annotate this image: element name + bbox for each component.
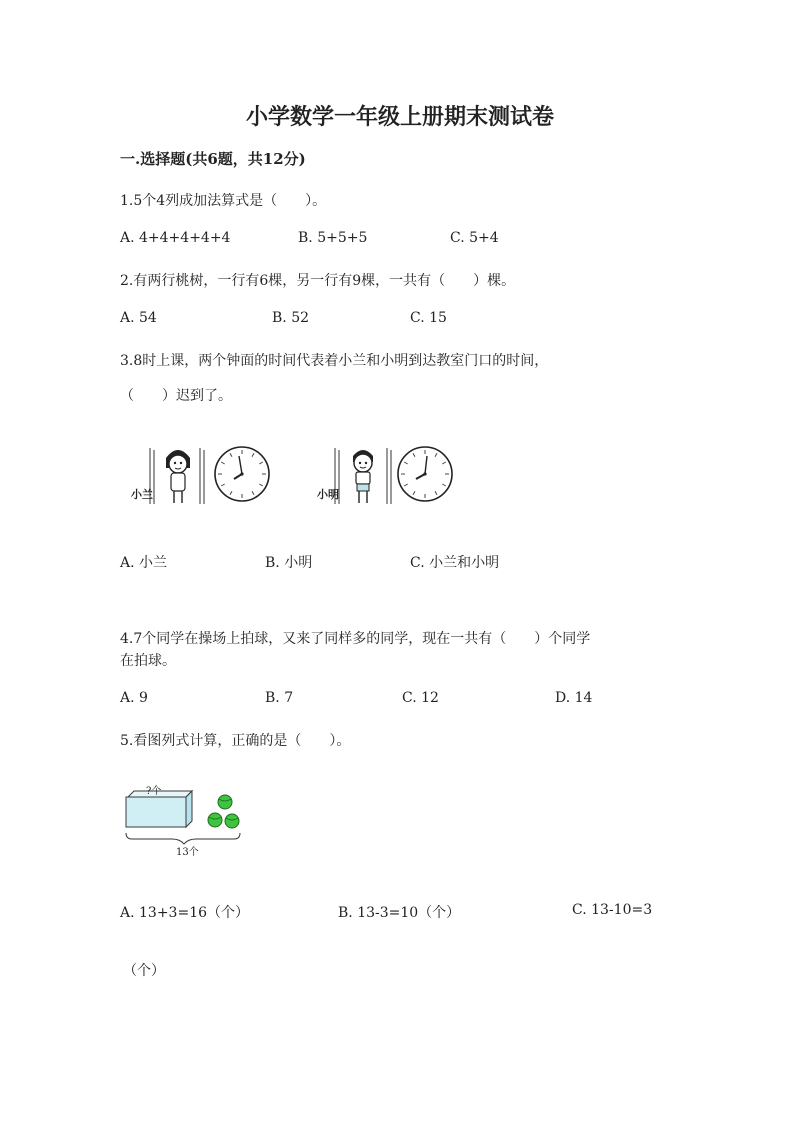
- question-2: 2.有两行桃树，一行有6棵，另一行有9棵，一共有（ ）棵。: [120, 273, 516, 289]
- ball-icon: [225, 814, 239, 828]
- q3-option-b: B. 小明: [265, 555, 313, 571]
- question-4-line-2: 在拍球。: [120, 653, 176, 669]
- label-xiaolan: 小兰: [131, 488, 153, 501]
- label-xiaoming: 小明: [317, 488, 339, 501]
- q2-option-c: C. 15: [410, 310, 447, 326]
- q2-option-a: A. 54: [120, 310, 157, 326]
- ball-icon: [208, 813, 222, 827]
- label-total-count: 13个: [176, 847, 199, 858]
- question-3-line-1: 3.8时上课，两个钟面的时间代表着小兰和小明到达教室门口的时间，: [120, 353, 549, 369]
- ball-icon: [218, 795, 232, 809]
- q5-option-a: A. 13+3=16（个）: [120, 905, 250, 921]
- q5-option-c-unit: （个）: [123, 963, 165, 979]
- q4-option-a: A. 9: [120, 690, 148, 706]
- q1-option-a: A. 4+4+4+4+4: [120, 230, 231, 246]
- question-3-line-2: （ ）迟到了。: [120, 388, 232, 404]
- q3-option-a: A. 小兰: [120, 555, 168, 571]
- girl-icon: [166, 450, 190, 503]
- q3-option-c: C. 小兰和小明: [410, 555, 500, 571]
- q1-option-b: B. 5+5+5: [298, 230, 368, 246]
- clock-icon: [398, 447, 452, 501]
- q1-option-c: C. 5+4: [450, 230, 499, 246]
- q5-option-b: B. 13-3=10（个）: [338, 905, 461, 921]
- q4-option-b: B. 7: [265, 690, 294, 706]
- clock-icon: [215, 447, 269, 501]
- question-4-line-1: 4.7个同学在操场上拍球，又来了同样多的同学，现在一共有（ ）个同学: [120, 631, 591, 647]
- page-title: 小学数学一年级上册期末测试卷: [245, 104, 554, 130]
- q5-option-c: C. 13-10=3: [572, 902, 653, 918]
- section-heading: 一.选择题(共6题，共12分): [120, 150, 306, 168]
- question-1: 1.5个4列成加法算式是（ ）。: [120, 193, 327, 209]
- q4-option-d: D. 14: [555, 690, 593, 706]
- q2-option-b: B. 52: [272, 310, 310, 326]
- label-unknown-count: ?个: [146, 786, 162, 797]
- question-5: 5.看图列式计算，正确的是（ ）。: [120, 733, 351, 749]
- boy-icon: [353, 450, 373, 503]
- q4-option-c: C. 12: [402, 690, 439, 706]
